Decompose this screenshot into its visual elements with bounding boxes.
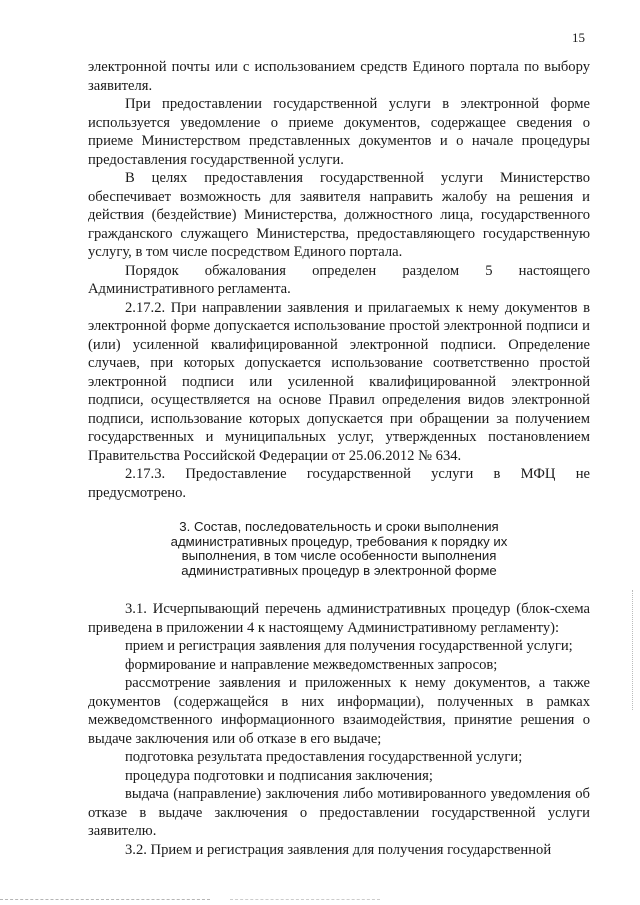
section-3-heading [88,520,590,578]
list-item: прием и регистрация заявления для получения государственной услуги; [125,638,573,654]
paragraph-appeal-order: Порядок обжалования определен разделом 5 настоящего Административного регламента. [88,262,590,297]
scan-edge-artifact [632,590,634,710]
list-item: рассмотрение заявления и приложенных к нему документов, а также документов (содержащейся в них информации), полученных в рамках межведомственного информационного взаимодействия, принятие решения о выдаче заключения или об отказе в его выдаче; [88,675,590,747]
list-item: процедура подготовки и подписания заключения; [125,767,433,784]
list-item: формирование и направление межведомственных запросов; [125,656,498,673]
heading-line: 3. Состав, последовательность и сроки выполнения [179,519,499,534]
heading-line: выполнения, в том числе особенности выполнения [181,548,497,563]
document-body [88,58,590,859]
heading-line: административных процедур, требования к порядку их [170,533,508,549]
page-number: 15 [572,30,585,45]
paragraph-notification: При предоставлении государственной услуги в электронной форме используется уведомление о приеме документов, содержащее сведения о приеме Министерством представленных документов и о начале процедуры предоставления государственной услуги. [88,96,590,168]
list-item: подготовка результата предоставления государственной услуги; [125,749,523,765]
paragraph-continuation: электронной почты или с использованием средств Единого портала по выбору заявителя. [88,59,590,94]
paragraph-complaint: В целях предоставления государственной услуги Министерство обеспечивает возможность для заявителя направить жалобу на решения и действия (бездействие) Министерства, должностного лица, государственного гражданского служащего Министерства, предоставляющего государственную услугу, в том числе посредством Единого портала. [88,170,590,260]
paragraph-3-1: 3.1. Исчерпывающий перечень административных процедур (блок-схема приведена в приложении 4 к настоящему Административному регламенту): [88,601,590,636]
paragraph-3-2: 3.2. Прием и регистрация заявления для получения государственной [125,841,552,858]
scan-bottom-artifact [0,899,210,901]
heading-line: административных процедур в электронной форме [181,562,497,578]
list-item: выдача (направление) заключения либо мотивированного уведомления об отказе в выдаче заключения о предоставлении государственной услуги заявителю. [88,786,590,839]
paragraph-2-17-2: 2.17.2. При направлении заявления и прилагаемых к нему документов в электронной форме допускается использование простой электронной подписи и (или) усиленной квалифицированной электронной подписи. Определение случаев, при которых допускается использование соответственно простой электронной подписи или усиленной квалифицированной электронной подписи, осуществляется на основе Правил определения видов электронной подписи, использование которых допускается при обращении за получением государственных и муниципальных услуг, утвержденных постановлением Правительства Российской Федерации от 25.06.2012 № 634. [88,299,590,464]
scan-bottom-artifact [230,899,380,901]
paragraph-2-17-3: 2.17.3. Предоставление государственной услуги в МФЦ не предусмотрено. [88,466,590,501]
